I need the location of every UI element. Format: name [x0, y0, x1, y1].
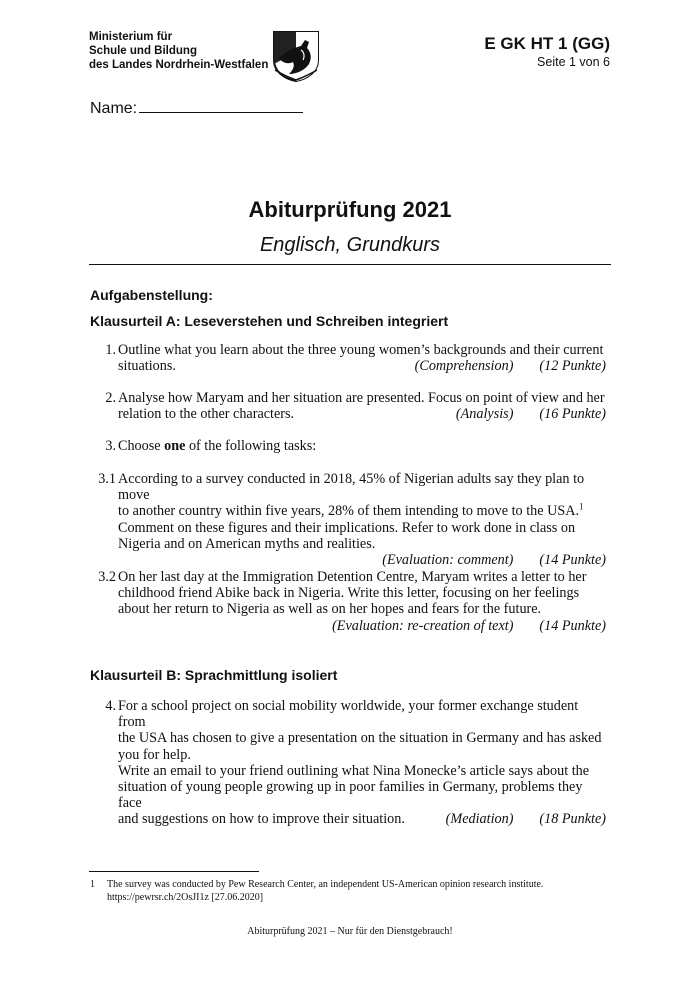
task-3	[90, 438, 606, 454]
task-text-line: relation to the other characters.	[118, 406, 295, 423]
task-4	[90, 698, 606, 828]
page-footer: Abiturprüfung 2021 – Nur für den Dienstgebrauch!	[247, 926, 453, 937]
task-text-line: According to a survey conducted in 2018, 45% of Nigerian adults say they plan to move	[118, 471, 585, 504]
ministry-line: Ministerium für	[89, 31, 173, 43]
task-text-line: Comment on these figures and their implications. Refer to work done in class on	[118, 519, 576, 536]
page-title: Abiturprüfung 2021	[248, 197, 452, 222]
task-text-line: the USA has chosen to give a presentation on the situation in Germany and has asked	[118, 730, 602, 747]
page-subtitle: Englisch, Grundkurs	[259, 234, 441, 256]
title-divider	[89, 264, 611, 265]
ministry-name	[89, 30, 268, 72]
footnote-text: The survey was conducted by Pew Research Center, an independent US-American opinion research institute.	[107, 879, 544, 890]
name-field	[90, 98, 303, 118]
task-number: 3.2	[98, 569, 116, 585]
task-text-line: childhood friend Abike back in Nigeria. Write this letter, focusing on her feelings	[118, 585, 580, 602]
nrw-coat-of-arms-icon	[271, 30, 321, 82]
task-points: (14 Punkte)	[539, 617, 606, 634]
part-a-heading: Klausurteil A: Leseverstehen und Schreiben integriert	[90, 313, 449, 329]
task-text-line: situations.	[118, 358, 176, 375]
footnote-divider	[89, 871, 259, 872]
name-blank-line[interactable]	[139, 98, 303, 113]
task-text-line: On her last day at the Immigration Detention Centre, Maryam writes a letter to her	[118, 569, 587, 585]
task-operator: (Comprehension)	[414, 358, 514, 375]
task-points: (16 Punkte)	[539, 406, 606, 423]
ministry-line: des Landes Nordrhein-Westfalen	[89, 59, 269, 71]
task-1	[90, 342, 606, 374]
exam-code-block	[484, 34, 610, 70]
part-b-heading: Klausurteil B: Sprachmittlung isoliert	[90, 667, 338, 683]
task-text-line: Nigeria and on American myths and realities.	[118, 535, 376, 552]
task-text: Choose	[118, 438, 165, 454]
task-operator: (Analysis)	[455, 406, 514, 423]
task-number: 4.	[105, 698, 116, 714]
task-3-2	[90, 569, 606, 634]
footnote-link[interactable]: https://pewrsr.ch/2OsJI1z [27.06.2020]	[107, 892, 264, 903]
task-operator: (Evaluation: re-creation of text)	[332, 617, 514, 634]
task-operator: (Evaluation: comment)	[382, 552, 514, 569]
task-points: (12 Punkte)	[539, 358, 606, 375]
task-text-line: Outline what you learn about the three young women’s backgrounds and their current	[118, 342, 604, 358]
task-number: 2.	[105, 390, 116, 406]
footnote	[90, 878, 610, 904]
task-text-line: about her return to Nigeria as well as on her hopes and fears for the future.	[118, 601, 542, 618]
ministry-line: Schule und Bildung	[89, 45, 197, 57]
task-text-line: and suggestions on how to improve their situation.	[118, 811, 405, 828]
task-text-line: to another country within five years, 28% of them intending to move to the USA.	[118, 503, 580, 520]
task-operator: (Mediation)	[445, 811, 514, 828]
task-text-line: Analyse how Maryam and her situation are presented. Focus on point of view and her	[118, 390, 605, 406]
task-text-line: you for help.	[118, 746, 191, 763]
page-info: Seite 1 von 6	[537, 55, 610, 69]
task-3-1	[90, 471, 606, 568]
name-label: Name:	[90, 100, 138, 117]
task-number: 3.1	[98, 471, 116, 487]
task-text-emphasis: one	[164, 438, 186, 454]
task-text-line: For a school project on social mobility worldwide, your former exchange student from	[118, 698, 579, 731]
task-text-line: Write an email to your friend outlining what Nina Monecke’s article says about the	[118, 762, 590, 779]
task-text: of the following tasks:	[185, 438, 317, 454]
task-number: 3.	[105, 438, 116, 454]
task-points: (14 Punkte)	[539, 552, 606, 569]
aufgabenstellung-heading: Aufgabenstellung:	[90, 287, 213, 303]
task-2	[90, 390, 606, 422]
exam-code: E GK HT 1 (GG)	[484, 34, 610, 53]
footnote-reference[interactable]: 1	[579, 501, 584, 512]
task-text-line: situation of young people growing up in poor families in Germany, problems they face	[118, 779, 583, 812]
footnote-number: 1	[90, 879, 95, 890]
task-points: (18 Punkte)	[539, 811, 606, 828]
task-number: 1.	[105, 342, 116, 358]
